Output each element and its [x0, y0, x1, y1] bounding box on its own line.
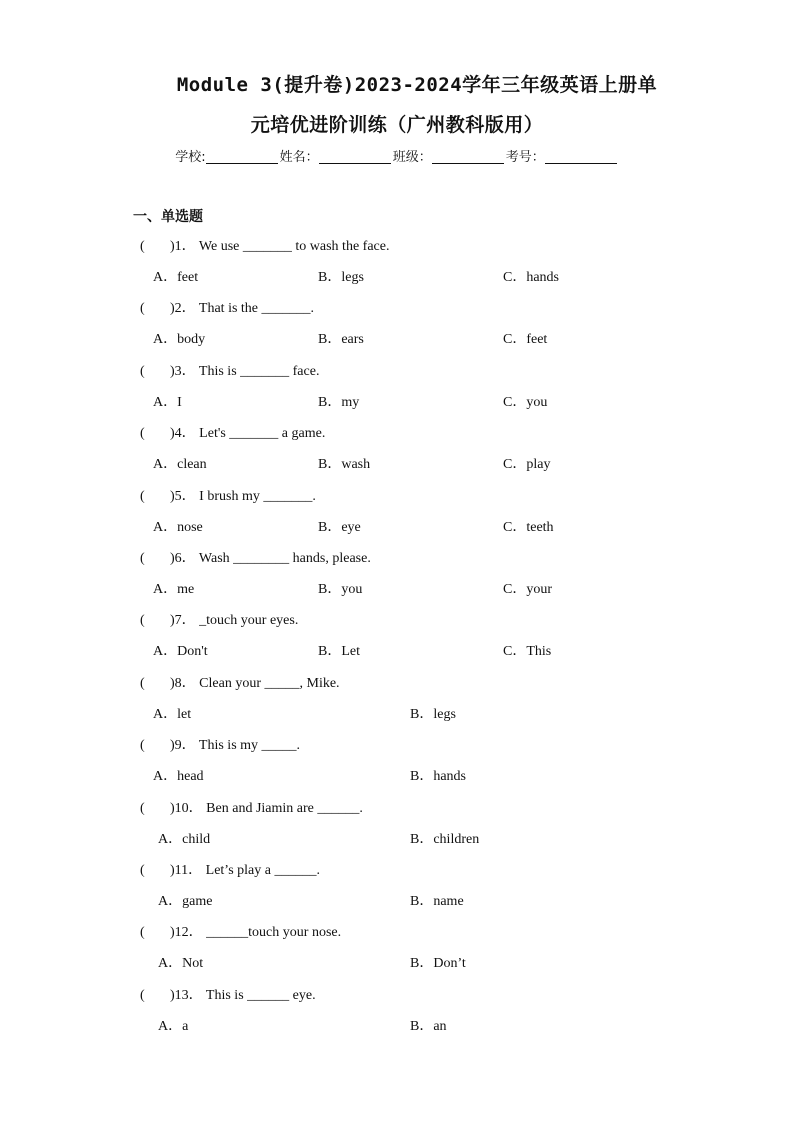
number-blank[interactable]: [545, 149, 617, 164]
question-3: [140, 360, 319, 380]
question-text: Let’s play a ______.: [202, 863, 320, 878]
option-c[interactable]: C．hands: [503, 270, 559, 285]
question-4: [140, 422, 325, 442]
option-a[interactable]: A．a: [158, 1018, 189, 1034]
question-7: [140, 609, 298, 629]
question-8: [140, 672, 340, 692]
question-text: _touch your eyes.: [195, 613, 299, 629]
option-b[interactable]: B．hands: [410, 769, 466, 785]
question-text: We use _______ to wash the face.: [195, 239, 390, 254]
question-text: This is my _____.: [195, 738, 301, 754]
question-text: Clean your _____, Mike.: [195, 675, 340, 691]
number-label: 考号：: [505, 150, 545, 165]
answer-paren[interactable]: (: [140, 301, 145, 317]
class-label: 班级：: [392, 150, 432, 165]
name-blank[interactable]: [319, 149, 391, 164]
question-number: )4．: [170, 426, 196, 442]
question-10: [140, 797, 363, 817]
question-number: )3．: [170, 363, 196, 379]
option-b[interactable]: B．you: [318, 582, 363, 597]
option-a[interactable]: A．I: [153, 394, 182, 410]
option-b[interactable]: B．ears: [318, 332, 364, 348]
question-number: )13．: [170, 987, 203, 1003]
question-text: This is _______ face.: [195, 363, 320, 379]
option-c[interactable]: C．This: [503, 644, 552, 660]
answer-paren[interactable]: (: [140, 738, 145, 754]
option-b[interactable]: B．children: [410, 831, 480, 847]
answer-paren[interactable]: (: [140, 925, 145, 941]
option-c[interactable]: C．your: [503, 582, 552, 597]
class-blank[interactable]: [432, 149, 504, 164]
school-blank[interactable]: [206, 149, 278, 164]
answer-paren[interactable]: (: [140, 987, 145, 1003]
option-a[interactable]: A．Not: [158, 956, 204, 972]
option-b[interactable]: B．legs: [318, 270, 364, 285]
option-a[interactable]: A．clean: [153, 457, 207, 473]
question-number: )5．: [170, 488, 196, 504]
question-6: [140, 547, 371, 567]
answer-paren[interactable]: (: [140, 800, 145, 816]
answer-paren[interactable]: (: [140, 488, 145, 504]
option-a[interactable]: A．Don't: [153, 644, 208, 660]
question-number: )12．: [170, 925, 203, 941]
answer-paren[interactable]: (: [140, 863, 145, 878]
option-c[interactable]: C．you: [503, 394, 548, 410]
answer-paren[interactable]: (: [140, 426, 145, 442]
option-b[interactable]: B．legs: [410, 706, 456, 722]
question-2: [140, 297, 314, 317]
question-1: [140, 235, 389, 255]
question-text: I brush my _______.: [195, 488, 316, 504]
name-label: 姓名：: [279, 150, 319, 165]
option-b[interactable]: B．Don’t: [410, 956, 466, 972]
question-number: )8．: [170, 675, 196, 691]
option-a[interactable]: A．nose: [153, 519, 203, 535]
answer-paren[interactable]: (: [140, 613, 145, 629]
option-a[interactable]: A．feet: [153, 270, 199, 285]
option-b[interactable]: B．my: [318, 394, 360, 410]
option-a[interactable]: A．game: [158, 894, 213, 909]
option-b[interactable]: B．an: [410, 1018, 447, 1034]
school-label: 学校:: [175, 150, 206, 165]
option-c[interactable]: C．play: [503, 457, 551, 473]
question-text: That is the _______.: [195, 301, 315, 317]
option-b[interactable]: B．eye: [318, 519, 361, 535]
question-text: Wash ________ hands, please.: [195, 551, 371, 566]
question-number: )2．: [170, 301, 196, 317]
option-a[interactable]: A．head: [153, 769, 204, 785]
question-11: [140, 859, 320, 879]
question-5: [140, 485, 316, 505]
option-a[interactable]: A．me: [153, 582, 195, 597]
question-text: Let's _______ a game.: [195, 426, 326, 442]
question-12: [140, 921, 341, 941]
answer-paren[interactable]: (: [140, 363, 145, 379]
document-title-line2: 元培优进阶训练（广州教科版用）: [250, 114, 544, 136]
option-c[interactable]: C．teeth: [503, 519, 554, 535]
option-b[interactable]: B．Let: [318, 644, 360, 660]
question-9: [140, 734, 300, 754]
option-a[interactable]: A．child: [158, 831, 211, 847]
question-number: )1．: [170, 239, 196, 254]
section-title: 一、单选题: [133, 209, 203, 225]
question-number: )6．: [170, 551, 196, 566]
answer-paren[interactable]: (: [140, 675, 145, 691]
question-text: Ben and Jiamin are ______.: [202, 800, 363, 816]
question-number: )7．: [170, 613, 196, 629]
option-c[interactable]: C．feet: [503, 332, 548, 348]
question-13: [140, 984, 316, 1004]
question-text: This is ______ eye.: [202, 987, 316, 1003]
question-text: ______touch your nose.: [202, 925, 342, 941]
document-title-line1: Module 3(提升卷)2023-2024学年三年级英语上册单: [176, 74, 658, 96]
option-b[interactable]: B．wash: [318, 457, 371, 473]
answer-paren[interactable]: (: [140, 239, 145, 254]
answer-paren[interactable]: (: [140, 551, 145, 566]
option-a[interactable]: A．body: [153, 332, 206, 348]
question-number: )9．: [170, 738, 196, 754]
question-number: )10．: [170, 800, 203, 816]
option-a[interactable]: A．let: [153, 706, 192, 722]
question-number: )11．: [170, 863, 203, 878]
option-b[interactable]: B．name: [410, 894, 464, 909]
student-info-line: [0, 146, 794, 165]
